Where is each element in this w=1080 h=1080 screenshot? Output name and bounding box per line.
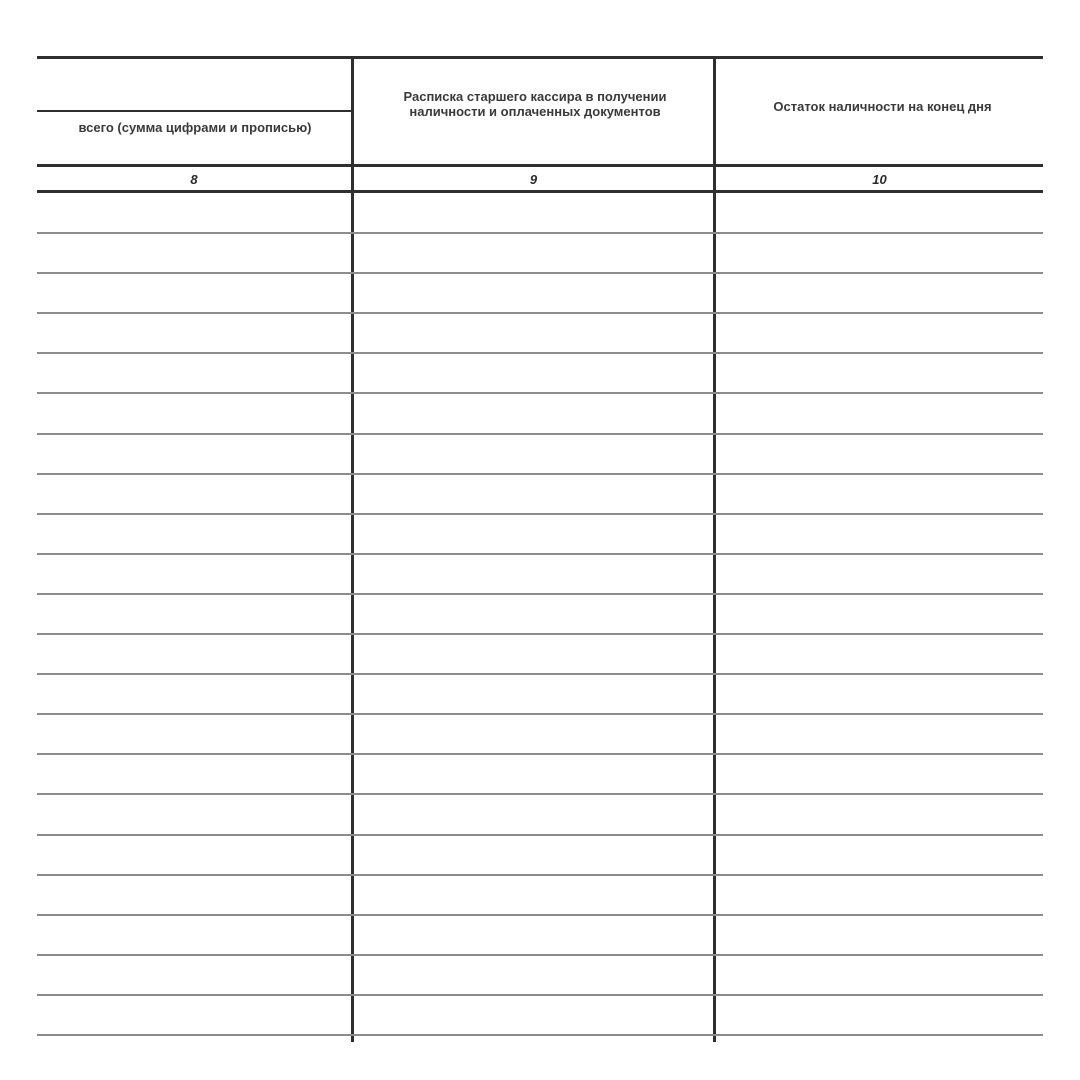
table-row-line [37, 232, 1043, 234]
table-row-line [37, 713, 1043, 715]
table-row-line [37, 593, 1043, 595]
column-10-header: Остаток наличности на конец дня [773, 99, 992, 114]
column-8-header: всего (сумма цифрами и прописью) [78, 120, 312, 135]
table-row-line [37, 874, 1043, 876]
column-divider-9-10 [713, 56, 716, 1042]
table-row-line [37, 312, 1043, 314]
table-row-line [37, 834, 1043, 836]
header-bottom-border [37, 164, 1043, 167]
column-9-number: 9 [529, 172, 538, 187]
table-row-line [37, 673, 1043, 675]
number-row-bottom-border [37, 190, 1043, 193]
table-top-border [37, 56, 1043, 59]
column-10-number: 10 [872, 172, 887, 187]
table-row-line [37, 513, 1043, 515]
table-row-line [37, 272, 1043, 274]
table-row-line [37, 352, 1043, 354]
table-row-line [37, 793, 1043, 795]
table-row-line [37, 433, 1043, 435]
column-9-header: Расписка старшего кассира в получении наличности и оплаченных документов [403, 89, 667, 119]
table-row-line [37, 553, 1043, 555]
table-row-line [37, 753, 1043, 755]
table-row-line [37, 473, 1043, 475]
table-row-line [37, 392, 1043, 394]
subheader-divider [37, 110, 352, 112]
column-8-number: 8 [190, 172, 198, 187]
table-row-line [37, 1034, 1043, 1036]
table-row-line [37, 914, 1043, 916]
column-divider-8-9 [351, 56, 354, 1042]
table-row-line [37, 994, 1043, 996]
table-row-line [37, 954, 1043, 956]
table-row-line [37, 633, 1043, 635]
